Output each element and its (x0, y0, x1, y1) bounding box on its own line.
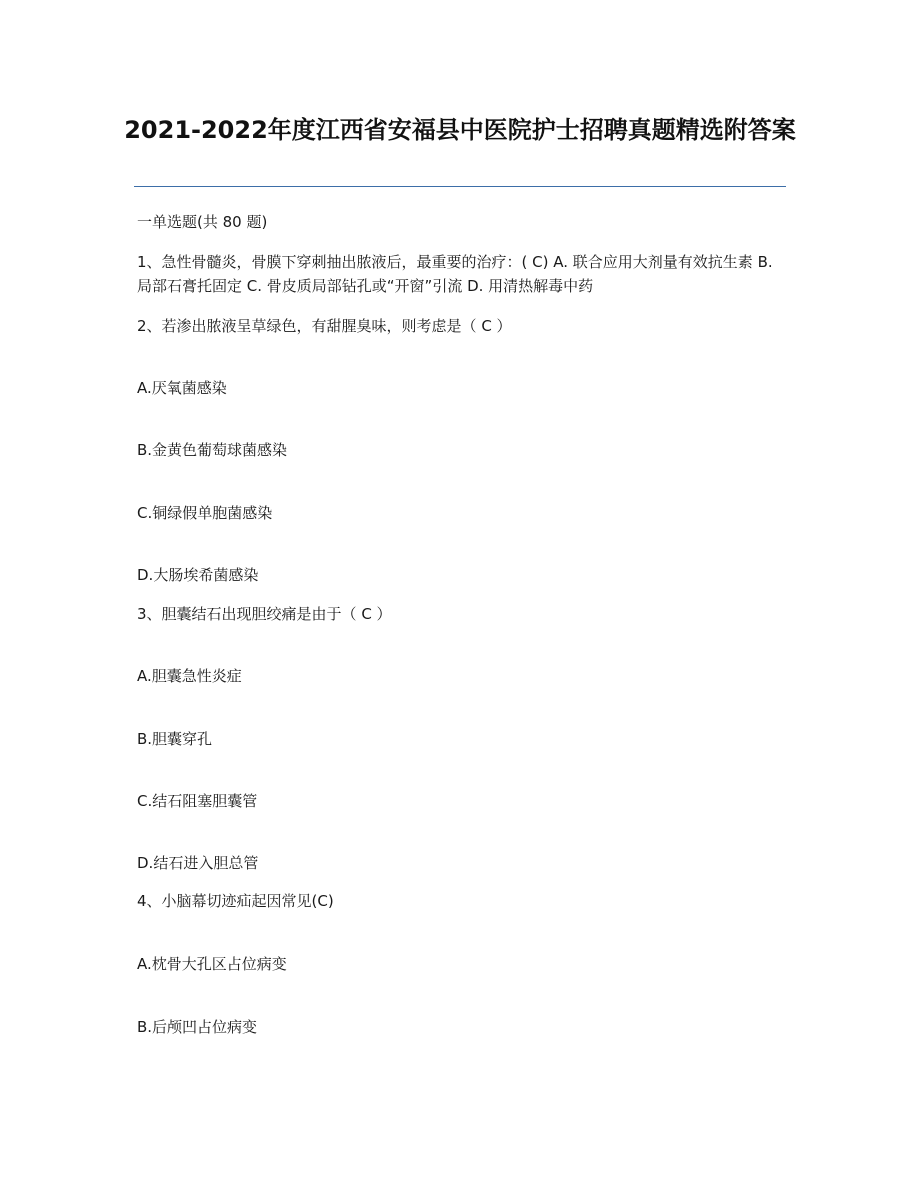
section-header: 一单选题(共 80 题) (137, 213, 268, 231)
question-4-option-a: A.枕骨大孔区占位病变 (137, 955, 287, 973)
question-4-option-b: B.后颅凹占位病变 (137, 1018, 258, 1036)
question-2-option-a: A.厌氧菌感染 (137, 379, 227, 397)
question-3-option-d: D.结石进入胆总管 (137, 854, 259, 872)
question-2-option-c: C.铜绿假单胞菌感染 (137, 504, 273, 522)
title-divider (134, 186, 786, 187)
question-2: 2、若渗出脓液呈草绿色，有甜腥臭味，则考虑是（ C ） (137, 317, 512, 335)
question-3: 3、胆囊结石出现胆绞痛是由于（ C ） (137, 605, 392, 623)
question-3-option-c: C.结石阻塞胆囊管 (137, 792, 258, 810)
question-1: 1、急性骨髓炎，骨膜下穿刺抽出脓液后，最重要的治疗：( C) A. 联合应用大剂量有效抗生素 B. 局部石膏托固定 C. 骨皮质局部钻孔或“开窗”引流 D. 用清热解毒中药 (137, 253, 773, 295)
question-3-option-a: A.胆囊急性炎症 (137, 667, 242, 685)
question-2-option-d: D.大肠埃希菌感染 (137, 566, 259, 584)
question-4: 4、小脑幕切迹疝起因常见(C) (137, 892, 334, 910)
question-3-option-b: B.胆囊穿孔 (137, 730, 213, 748)
question-2-option-b: B.金黄色葡萄球菌感染 (137, 441, 288, 459)
page-title: 2021-2022年度江西省安福县中医院护士招聘真题精选附答案 (124, 116, 796, 144)
